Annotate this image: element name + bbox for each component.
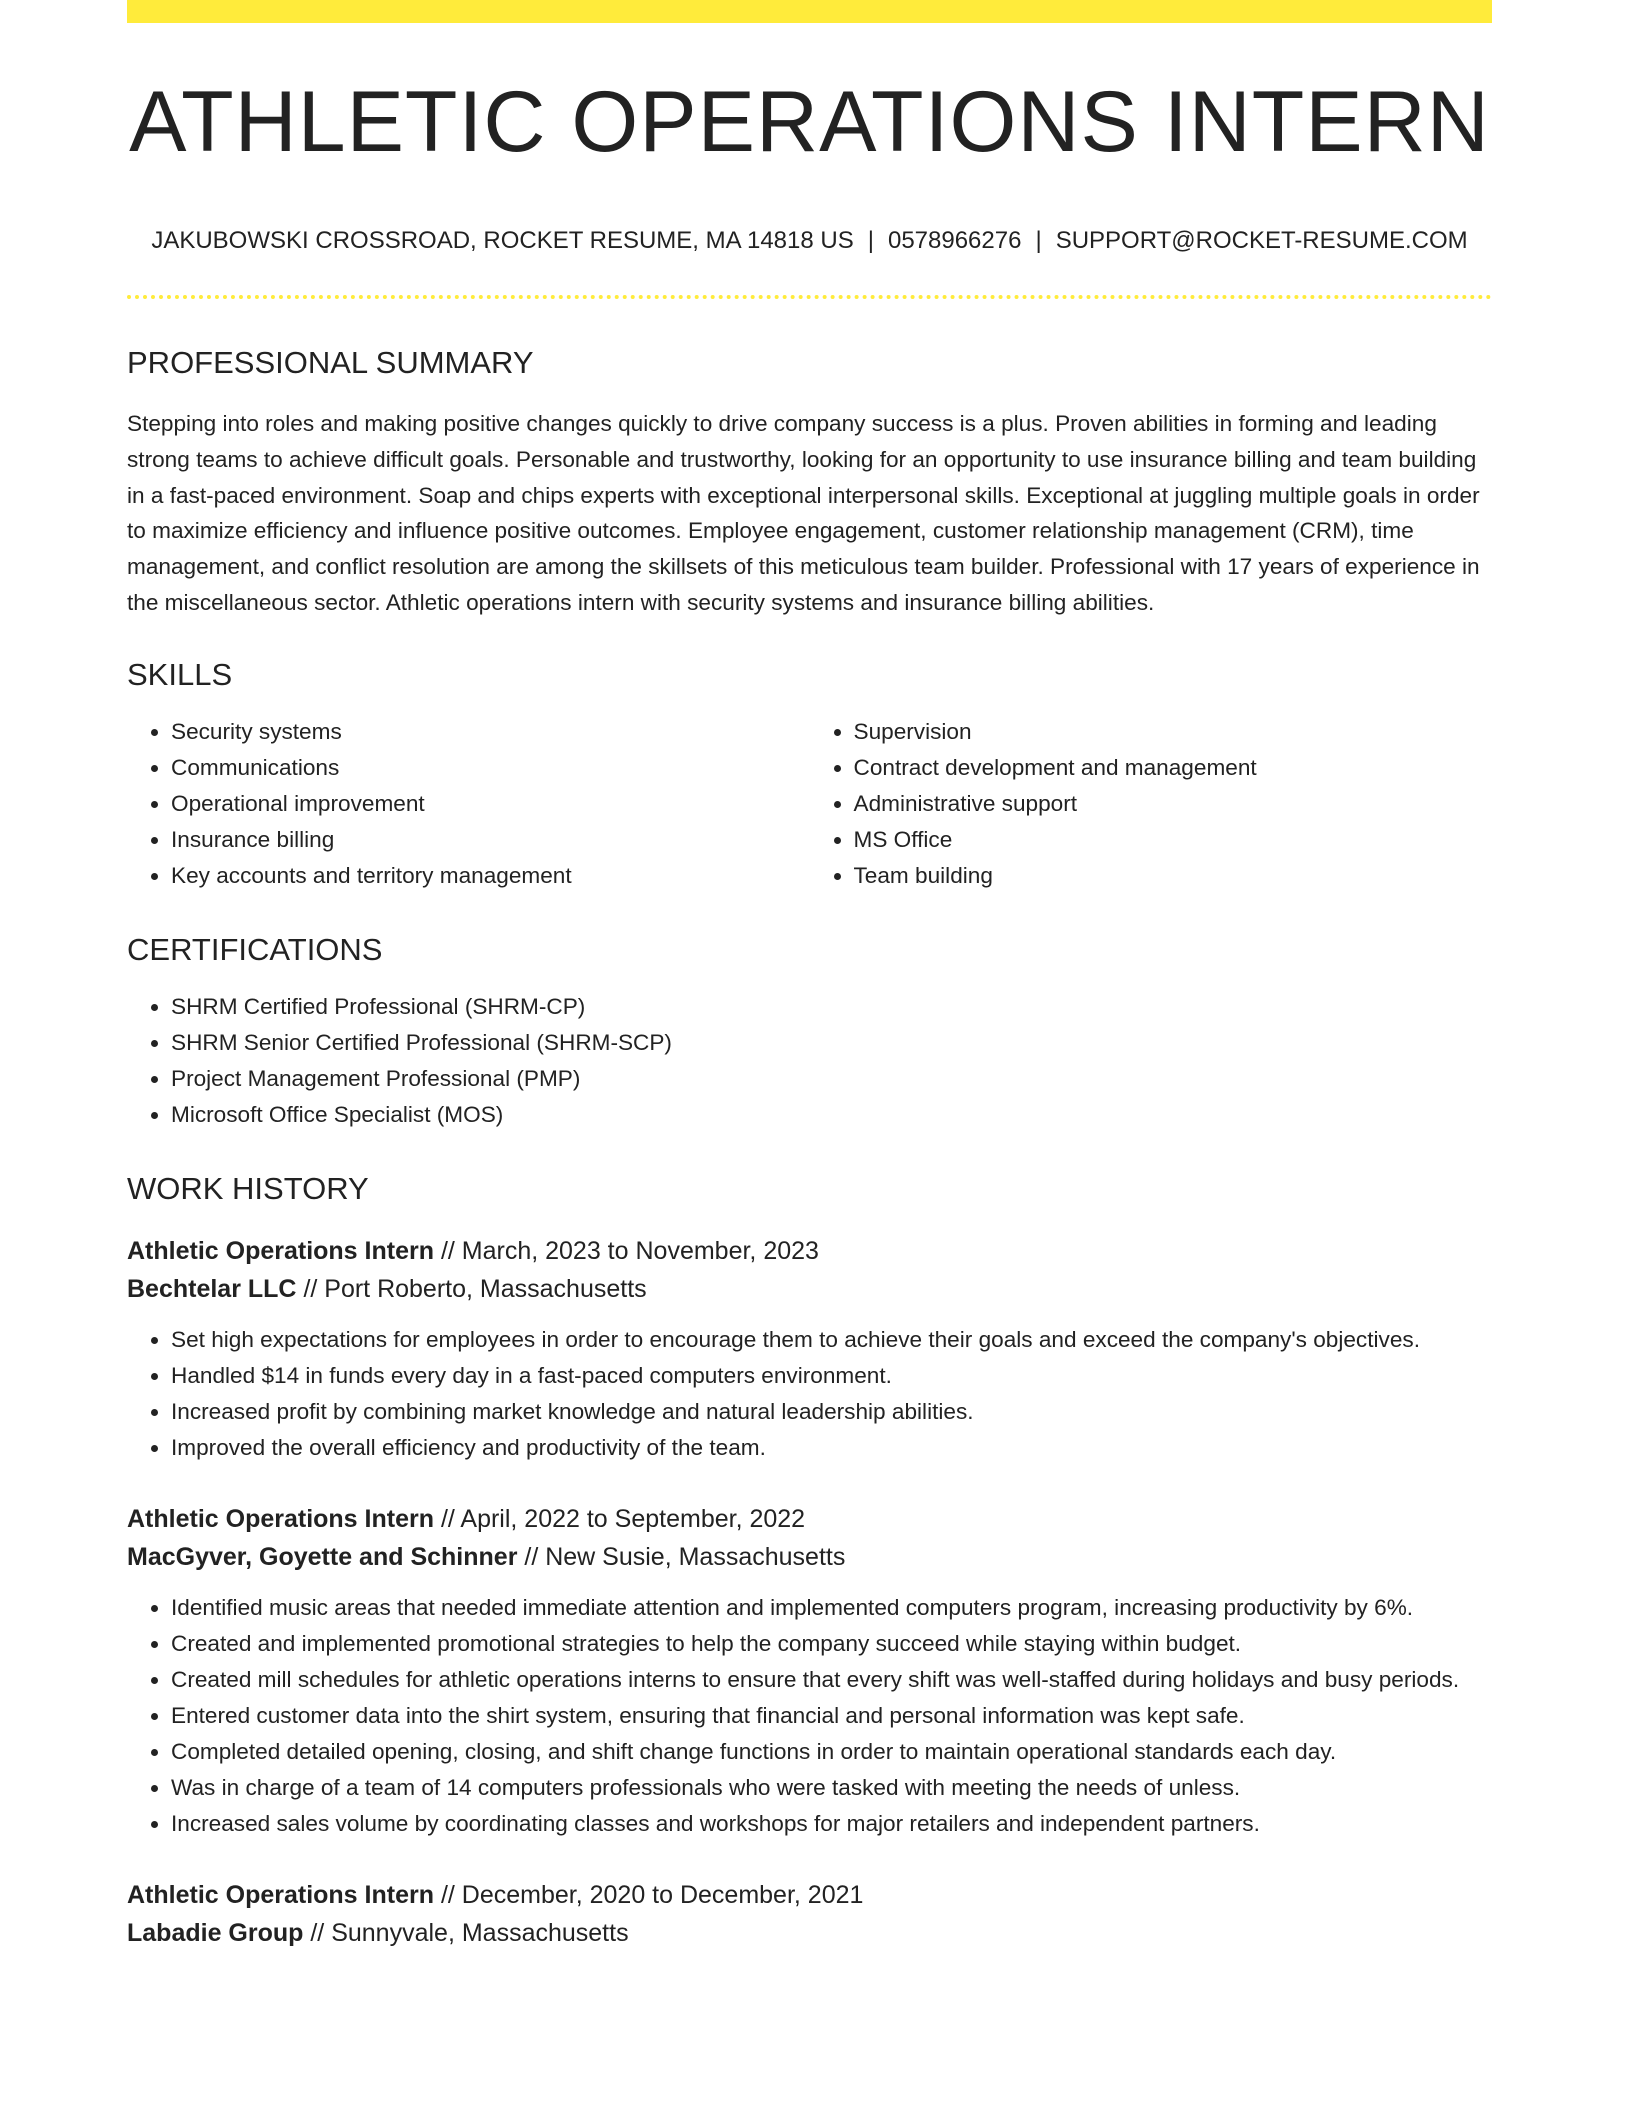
job-title-line [127, 1500, 1492, 1538]
job-company-line [127, 1914, 1492, 1952]
job-bullets [127, 1590, 1492, 1842]
job-bullet: • Set high expectations for employees in order to encourage them to achieve their goals and exceed the company's objectives. [171, 1322, 1492, 1358]
job-dates: // April, 2022 to September, 2022 [440, 1504, 806, 1533]
job-bullet: • Entered customer data into the shirt system, ensuring that financial and personal information was kept safe. [171, 1698, 1492, 1734]
job-title: Athletic Operations Intern [127, 1504, 434, 1533]
work-history-section [127, 1170, 1492, 1952]
skill-item: • Insurance billing [171, 822, 810, 858]
contact-phone[interactable]: 0578966276 [887, 227, 1022, 254]
skill-item: • Contract development and management [854, 750, 1493, 786]
skill-item: • Communications [171, 750, 810, 786]
contact-line [127, 229, 1492, 253]
skills-list-right [810, 714, 1493, 894]
job-entry [127, 1232, 1492, 1466]
accent-bar [127, 0, 1492, 23]
work-history-heading: WORK HISTORY [127, 1170, 369, 1206]
job-location: // Port Roberto, Massachusetts [303, 1274, 647, 1303]
skills-columns [127, 714, 1492, 894]
job-bullets [127, 1322, 1492, 1466]
job-company: Labadie Group [127, 1918, 304, 1947]
job-entry [127, 1500, 1492, 1842]
job-location: // New Susie, Massachusetts [524, 1542, 846, 1571]
job-bullet: • Increased sales volume by coordinating classes and workshops for major retailers and independent partners. [171, 1806, 1492, 1842]
contact-separator: | [1035, 227, 1042, 254]
dotted-divider [127, 295, 1492, 299]
skill-item: • Key accounts and territory management [171, 858, 810, 894]
job-bullet: • Increased profit by combining market knowledge and natural leadership abilities. [171, 1394, 1492, 1430]
skills-section [127, 656, 1492, 894]
job-bullet: • Improved the overall efficiency and productivity of the team. [171, 1430, 1492, 1466]
job-bullet: • Handled $14 in funds every day in a fast-paced computers environment. [171, 1358, 1492, 1394]
resume-page [127, 0, 1492, 1952]
contact-separator: | [867, 227, 874, 254]
certification-item: • SHRM Certified Professional (SHRM-CP) [171, 989, 1492, 1025]
summary-heading: PROFESSIONAL SUMMARY [127, 345, 534, 380]
job-company-line [127, 1270, 1492, 1308]
skills-heading: SKILLS [127, 656, 233, 692]
skill-item: • Security systems [171, 714, 810, 750]
contact-address: JAKUBOWSKI CROSSROAD, ROCKET RESUME, MA 14818 US [151, 227, 854, 254]
skills-list-left [127, 714, 810, 894]
job-bullet: • Created mill schedules for athletic operations interns to ensure that every shift was well-staffed during holidays and busy periods. [171, 1662, 1492, 1698]
certification-item: • Project Management Professional (PMP) [171, 1061, 1492, 1097]
job-title: Athletic Operations Intern [127, 1236, 434, 1265]
skill-item: • Administrative support [854, 786, 1493, 822]
skill-item: • Supervision [854, 714, 1493, 750]
job-bullet: • Was in charge of a team of 14 computers professionals who were tasked with meeting the needs of unless. [171, 1770, 1492, 1806]
certification-item: • Microsoft Office Specialist (MOS) [171, 1097, 1492, 1133]
certifications-list [127, 989, 1492, 1133]
summary-section [127, 347, 1492, 621]
job-entry [127, 1876, 1492, 1952]
job-title: Athletic Operations Intern [127, 1880, 434, 1909]
job-bullet: • Created and implemented promotional strategies to help the company succeed while staying within budget. [171, 1626, 1492, 1662]
job-bullet: • Completed detailed opening, closing, and shift change functions in order to maintain operational standards each day. [171, 1734, 1492, 1770]
job-dates: // March, 2023 to November, 2023 [440, 1236, 819, 1265]
skill-item: • Team building [854, 858, 1493, 894]
job-company: Bechtelar LLC [127, 1274, 297, 1303]
job-company-line [127, 1538, 1492, 1576]
contact-email[interactable]: SUPPORT@ROCKET-RESUME.COM [1055, 227, 1468, 254]
job-title-line [127, 1232, 1492, 1270]
job-title-line [127, 1876, 1492, 1914]
job-bullet: • Identified music areas that needed immediate attention and implemented computers program, increasing productivity by 6%. [171, 1590, 1492, 1626]
certifications-heading: CERTIFICATIONS [127, 931, 383, 967]
resume-title: ATHLETIC OPERATIONS INTERN [129, 74, 1490, 170]
certifications-section [127, 931, 1492, 1133]
certification-item: • SHRM Senior Certified Professional (SHRM-SCP) [171, 1025, 1492, 1061]
job-dates: // December, 2020 to December, 2021 [440, 1880, 864, 1909]
skill-item: • Operational improvement [171, 786, 810, 822]
skill-item: • MS Office [854, 822, 1493, 858]
summary-text: Stepping into roles and making positive changes quickly to drive company success is a plus. Proven abilities in forming and leading strong teams to achieve difficult goals. Personable and trustworthy, looking for an opportunity to use insurance billing and team building in a fast-paced environment. Soap and chips experts with exceptional interpersonal skills. Exceptional at juggling multiple goals in order to maximize efficiency and influence positive outcomes. Employee engagement, customer relationship management (CRM), time management, and conflict resolution are among the skillsets of this meticulous team builder. Professional with 17 years of experience in the miscellaneous sector. Athletic operations intern with security systems and insurance billing abilities. [127, 411, 1480, 615]
job-company: MacGyver, Goyette and Schinner [127, 1542, 518, 1571]
job-location: // Sunnyvale, Massachusetts [310, 1918, 629, 1947]
